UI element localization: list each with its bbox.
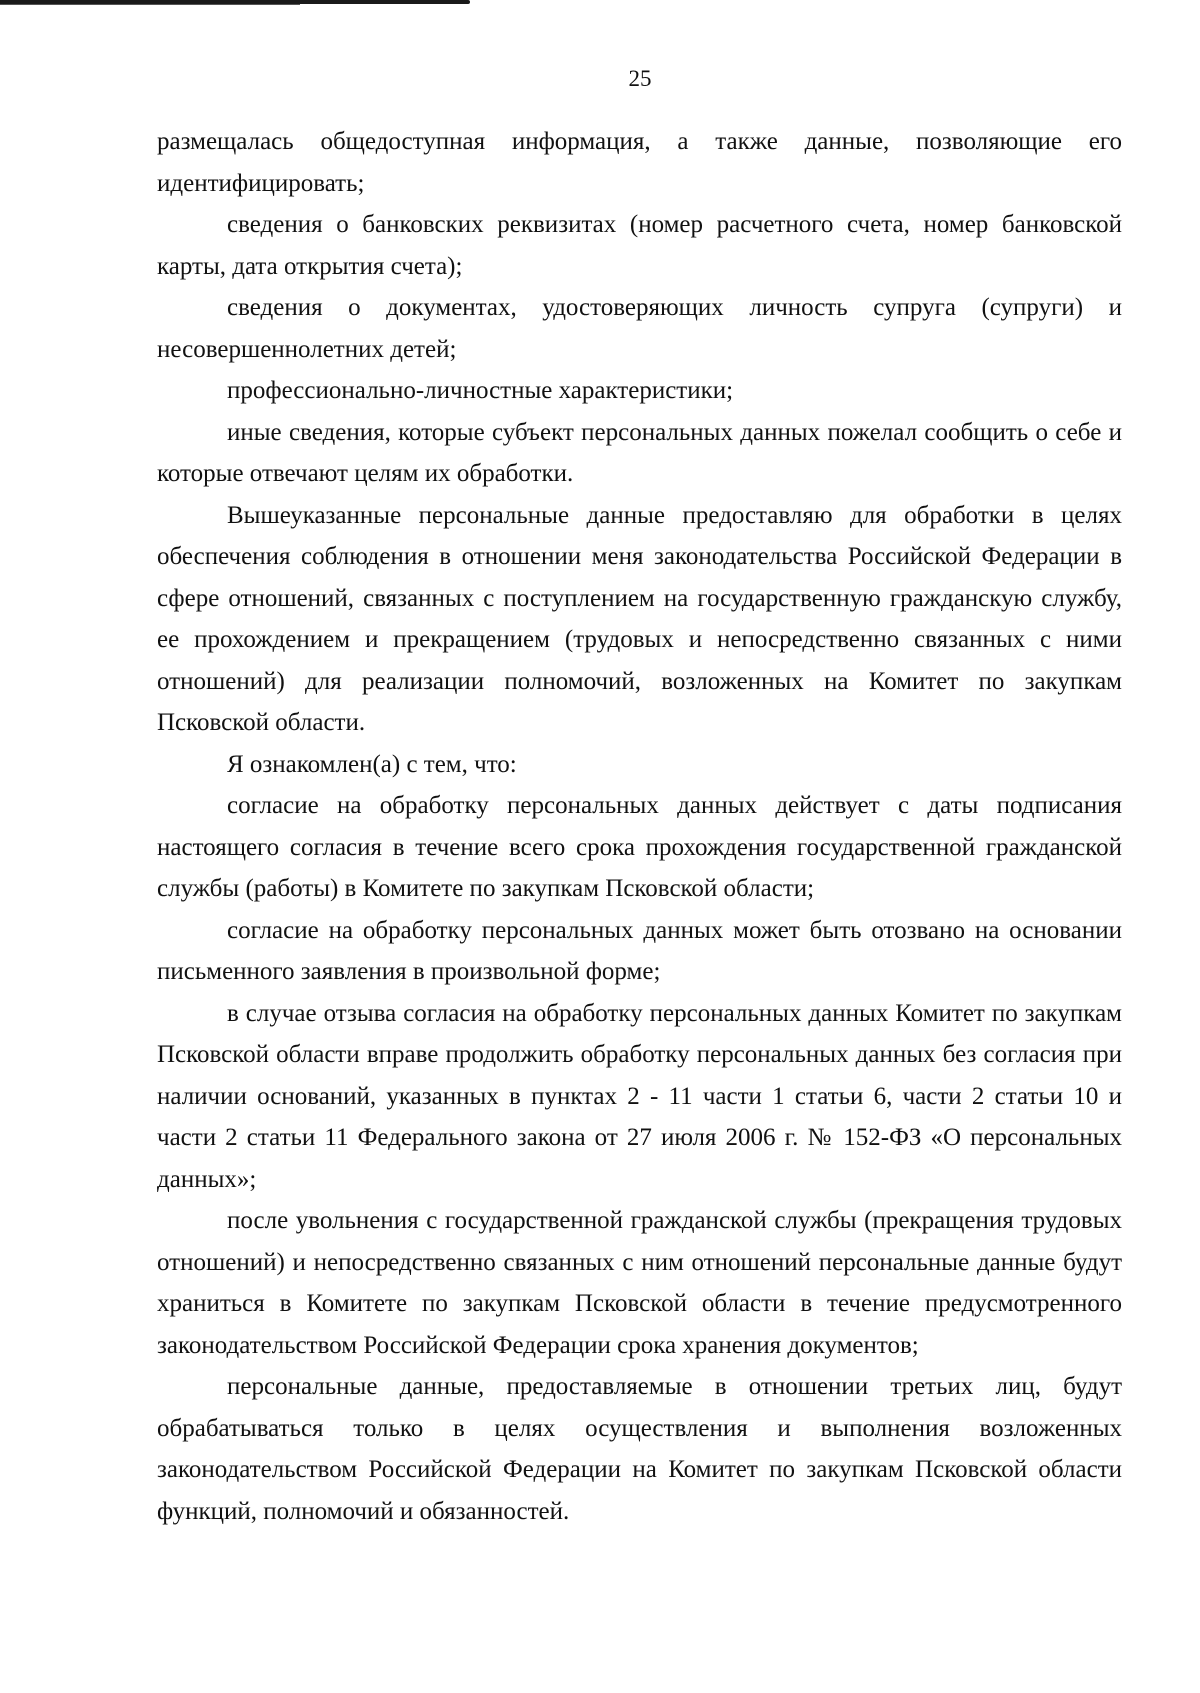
paragraph-consent-duration: согласие на обработку персональных данных действует с даты подписания настоящего согласия в течение всего срока прохождения государственной гражданской службы (работы) в Комитете по закупкам Псковской области; — [157, 792, 1122, 902]
paragraph-other-information: иные сведения, которые субъект персональных данных пожелал сообщить о себе и которые отвечают целям их обработки. — [157, 418, 1122, 487]
paragraph-consent-revocation: согласие на обработку персональных данных может быть отозвано на основании письменного заявления в произвольной форме; — [157, 916, 1122, 985]
document-body — [157, 121, 1122, 1532]
paragraph-processing-after-revocation: в случае отзыва согласия на обработку персональных данных Комитет по закупкам Псковской области вправе продолжить обработку персональных данных без согласия при наличии оснований, указанных в пунктах 2 - 11 части 1 статьи 6, части 2 статьи 10 и части 2 статьи 11 Федерального закона от 27 июля 2006 г. № 152-ФЗ «О персональных данных»; — [157, 999, 1122, 1193]
paragraph-bank-details: сведения о банковских реквизитах (номер расчетного счета, номер банковской карты, дата открытия счета); — [157, 211, 1122, 280]
paragraph-third-party-data: персональные данные, предоставляемые в отношении третьих лиц, будут обрабатываться только в целях осуществления и выполнения возложенных законодательством Российской Федерации на Комитет по закупкам Псковской области функций, полномочий и обязанностей. — [157, 1373, 1122, 1525]
paragraph-storage-after-dismissal: после увольнения с государственной гражданской службы (прекращения трудовых отношений) и непосредственно связанных с ним отношений персональные данные будут храниться в Комитете по закупкам Псковской области в течение предусмотренного законодательством Российской Федерации срока хранения документов; — [157, 1207, 1122, 1359]
paragraph-acknowledgement-intro: Я ознакомлен(а) с тем, что: — [227, 750, 517, 778]
paragraph-professional-characteristics: профессионально-личностные характеристики; — [227, 377, 734, 404]
paragraph-purpose-of-processing: Вышеуказанные персональные данные предоставляю для обработки в целях обеспечения соблюдения в отношении меня законодательства Российской Федерации в сфере отношений, связанных с поступлением на государственную гражданскую службу, ее прохождением и прекращением (трудовых и непосредственно связанных с ними отношений) для реализации полномочий, возложенных на Комитет по закупкам Псковской области. — [157, 501, 1122, 736]
paragraph-family-documents: сведения о документах, удостоверяющих личность супруга (супруги) и несовершеннолетних детей; — [157, 294, 1122, 363]
paragraph-continuation: размещалась общедоступная информация, а также данные, позволяющие его идентифицировать; — [157, 128, 1122, 197]
page-number: 25 — [628, 66, 652, 91]
scan-edge-shadow — [0, 4, 300, 5]
